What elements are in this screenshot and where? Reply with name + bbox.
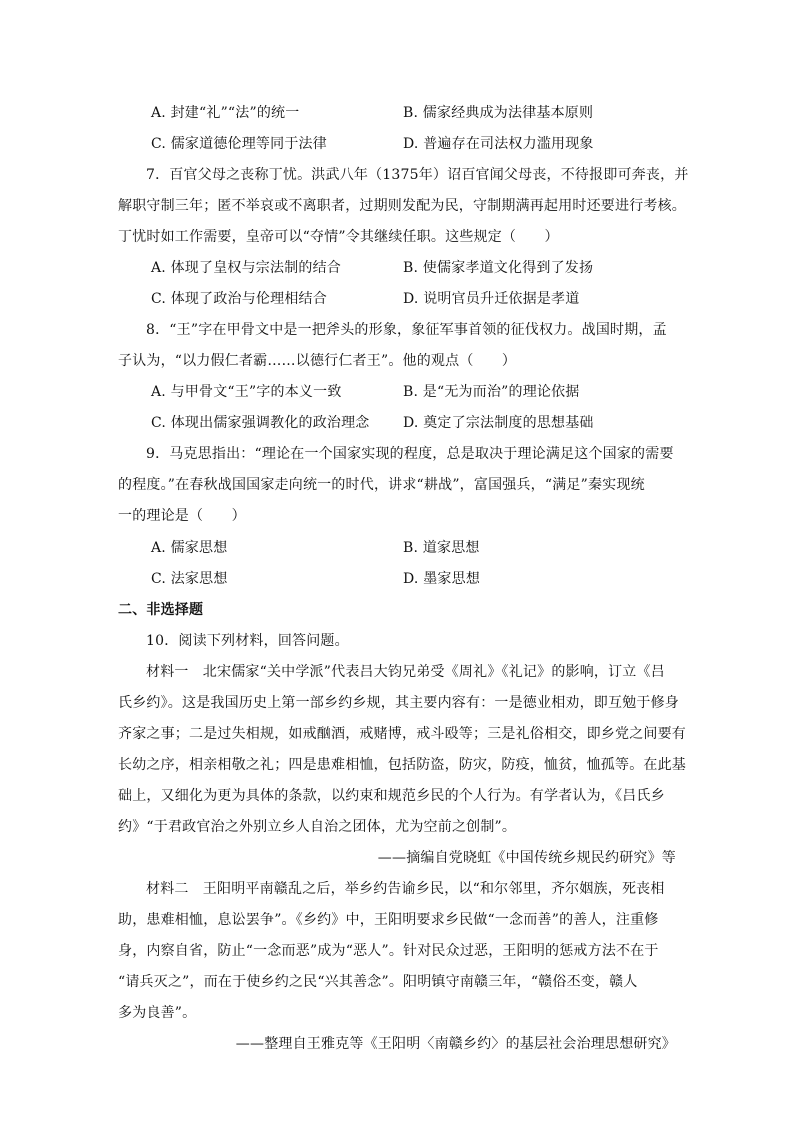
q9-option-a: A. 儒家思想 [151,540,228,556]
q9-stem-line-1: 9．马克思指出：“理论在一个国家实现的程度，总是取决于理论满足这个国家的需要 [146,446,674,462]
q9-stem-line-2: 的程度。”在春秋战国国家走向统一的时代，讲求“耕战”，富国强兵，“满足”秦实现统 [118,477,645,493]
q8-stem-line-2: 子认为，“以力假仁者霸……以德行仁者王”。他的观点（ ） [118,353,517,369]
material1-source: ——摘编自党晓虹《中国传统乡规民约研究》等 [377,850,676,866]
q7-stem-line-2: 解职守制三年；匿不举哀或不离职者，过期则发配为民，守制期满再起用时还要进行考核。 [118,198,686,214]
material2-line-3: 身，内察自省，防止“一念而恶”成为“恶人”。针对民众过恶，王阳明的惩戒方法不在于 [118,943,659,959]
q7-stem-line-1: 7．百官父母之丧称丁忧。洪武八年（1375年）诏百官闻父母丧，不待报即可奔丧，并 [146,167,689,183]
material1-line-6: 约》“于君政官治之外别立乡人自治之团体，尤为空前之创制”。 [118,819,517,835]
q8-option-d: D. 奠定了宗法制度的思想基础 [403,415,594,431]
q7-stem-line-3: 丁忧时如工作需要，皇帝可以“夺情”令其继续任职。这些规定（ ） [118,229,559,245]
q8-stem-line-1: 8．“王”字在甲骨文中是一把斧头的形象，象征军事首领的征伐权力。战国时期，孟 [146,322,667,338]
q6-option-c: C. 儒家道德伦理等同于法律 [151,136,327,152]
q7-option-b: B. 使儒家孝道文化得到了发扬 [403,260,594,276]
material2-line-1: 材料二 王阳明平南赣乱之后，举乡约告谕乡民，以“和尔邻里，齐尔姻族，死丧相 [146,881,665,897]
material1-line-2: 氏乡约》。这是我国历史上第一部乡约乡规，其主要内容有：一是德业相劝，即互勉于修身 [118,695,679,711]
q10-intro: 10．阅读下列材料，回答问题。 [146,633,349,649]
q6-option-a: A. 封建“礼”“法”的统一 [151,105,300,121]
material2-line-4: “请兵灭之”，而在于使乡约之民“兴其善念”。阳明镇守南赣三年，“赣俗丕变，赣人 [118,974,638,990]
q6-option-d: D. 普遍存在司法权力滥用现象 [403,136,594,152]
material2-source: ——整理自王雅克等《王阳明〈南赣乡约〉的基层社会治理思想研究》 [235,1036,676,1052]
q9-stem-line-3: 一的理论是（ ） [118,508,246,524]
q8-option-a: A. 与甲骨文“王”字的本义一致 [151,384,342,400]
material1-line-4: 长幼之序，相亲相敬之礼；四是患难相恤，包括防盗，防灾，防疫，恤贫，恤孤等。在此基 [118,757,686,773]
q8-option-b: B. 是“无为而治”的理论依据 [403,384,580,400]
q7-option-d: D. 说明官员升迁依据是孝道 [403,291,580,307]
material1-line-5: 础上，又细化为更为具体的条款，以约束和规范乡民的个人行为。有学者认为，《吕氏乡 [118,788,665,804]
material1-line-3: 齐家之事；二是过失相规，如戒酗酒，戒赌博，戒斗殴等；三是礼俗相交，即乡党之间要有 [118,726,686,742]
material2-line-5: 多为良善”。 [118,1005,197,1021]
section-title: 二、非选择题 [118,602,204,618]
q6-option-b: B. 儒家经典成为法律基本原则 [403,105,594,121]
q9-option-d: D. 墨家思想 [403,571,481,587]
q9-option-b: B. 道家思想 [403,540,480,556]
material2-line-2: 助，患难相恤，息讼罢争”。《乡约》中，王阳明要求乡民做“一念而善”的善人，注重修 [118,912,659,928]
q8-option-c: C. 体现出儒家强调教化的政治理念 [151,415,370,431]
material1-line-1: 材料一 北宋儒家“关中学派”代表吕大钧兄弟受《周礼》《礼记》的影响，订立《吕 [146,664,665,680]
q9-option-c: C. 法家思想 [151,571,228,587]
q7-option-c: C. 体现了政治与伦理相结合 [151,291,327,307]
q7-option-a: A. 体现了皇权与宗法制的结合 [151,260,342,276]
